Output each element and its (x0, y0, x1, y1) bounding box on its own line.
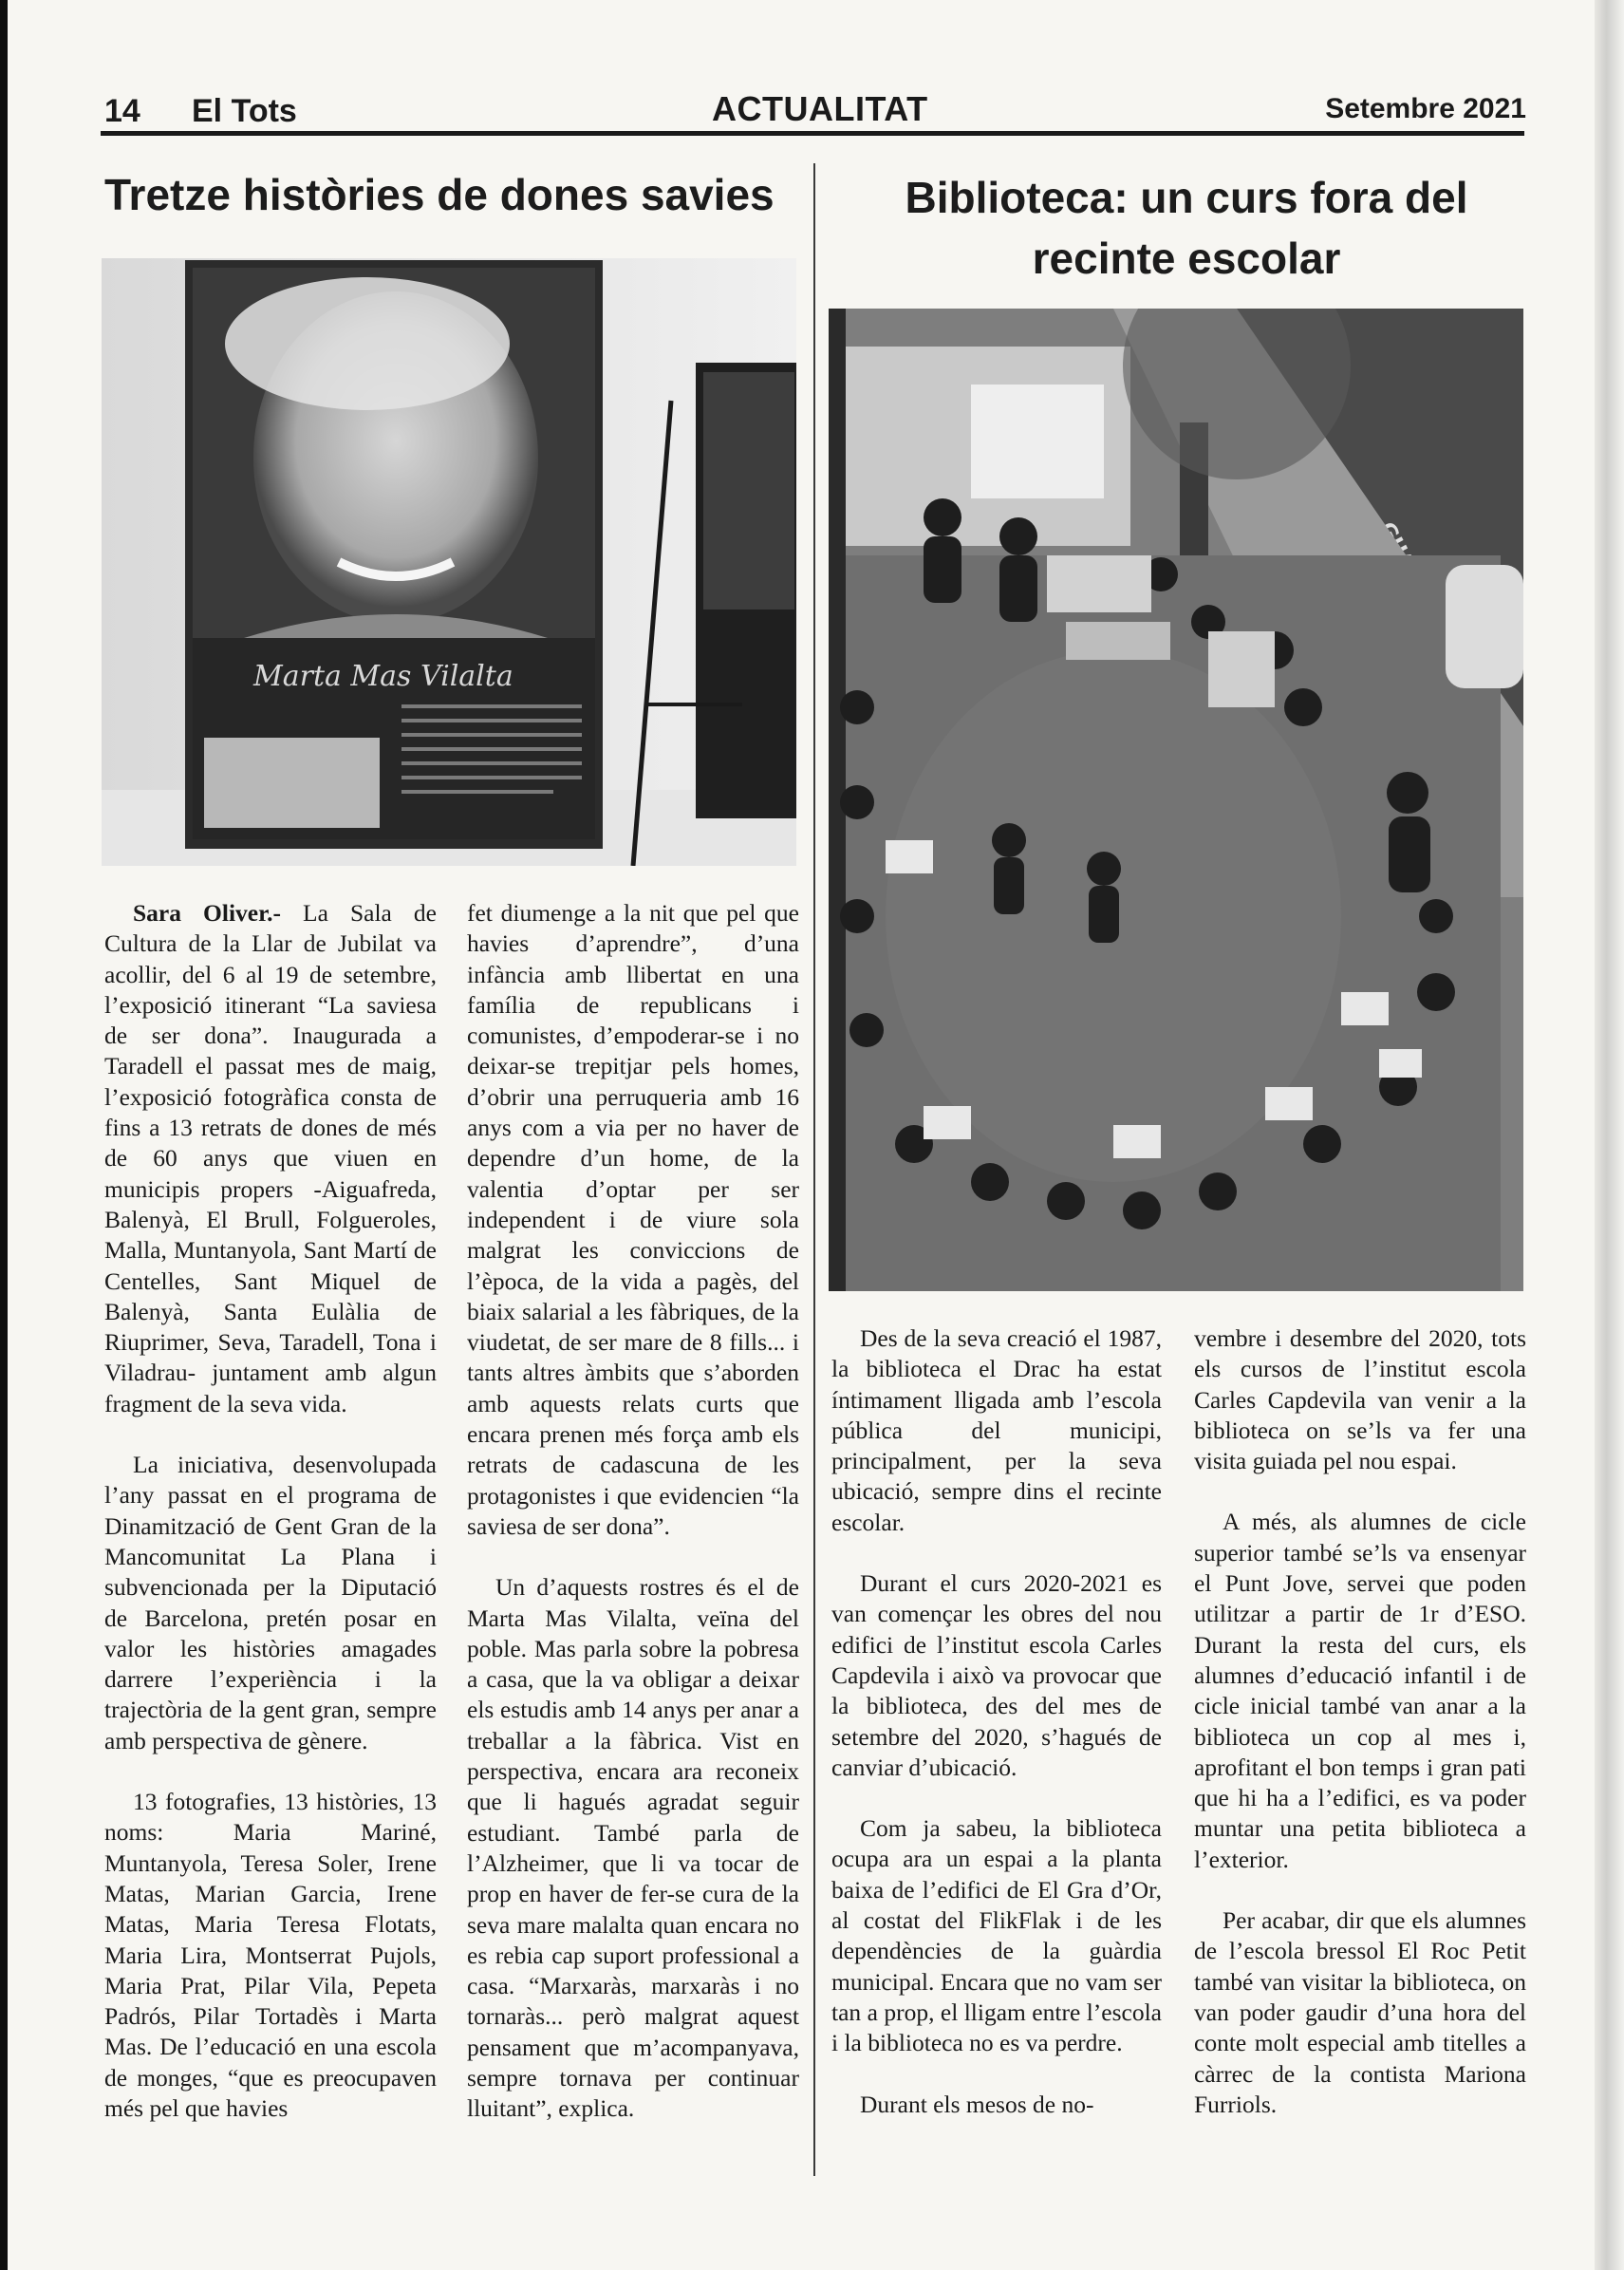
article2-column-2 (1194, 1323, 1526, 2150)
article1-paragraph-3: 13 fotografies, 13 històries, 13 noms: Maria Mariné, Muntanyola, Teresa Soler, Irene Matas, Marian Garcia, Irene Matas, Maria Teresa Flotats, Maria Lira, Montserrat Pujols, Maria Prat, Pilar Vila, Pepeta Padrós, Pilar Tortadès i Marta Mas. De l’educació en una escola de monges, “que es preocupaven més pel que havies (104, 1788, 437, 2122)
panel-signature: Marta Mas Vilalta (253, 660, 513, 693)
article-title-library: Biblioteca: un curs fora del recinte escolar (905, 173, 1468, 283)
article2-column-1 (831, 1323, 1162, 2150)
article2-paragraph-2: Durant el curs 2020-2021 es van començar les obres del nou edifici de l’institut escola Carles Capdevila i això va provocar que la biblioteca, des del mes de setembre del 2020, s’hagués de canviar d’ubicació. (831, 1569, 1162, 1781)
article2-paragraph-5: A més, als alumnes de cicle superior també se’ls va ensenyar el Punt Jove, servei que poden utilitzar a partir de 1r d’ESO. Durant la resta del curs, els alumnes d’educació infantil i de cicle inicial també van anar a la biblioteca un cop al mes i, aprofitant el bon temps i gran pati que hi ha a l’edifici, es va poder muntar una petita biblioteca a l’exterior. (1194, 1508, 1526, 1873)
publication-name: El Tots (192, 93, 297, 129)
article2-paragraph-4-continued: vembre i desembre del 2020, tots els cursos de l’institut escola Carles Capdevila van venir a la biblioteca on se’ls va fer una visita guiada pel nou espai. (1194, 1324, 1526, 1475)
article1-column-2 (467, 898, 799, 2155)
article1-paragraph-1: La Sala de Cultura de la Llar de Jubilat va acollir, del 6 al 19 de setembre, l’exposició itinerant “La saviesa de ser dona”. Inaugurada a Taradell el passat mes de maig, l’exposició fotogràfica consta de fins a 13 retrats de dones de més de 60 anys que viuen en municipis propers -Aiguafreda, Balenyà, El Brull, Folgueroles, Malla, Muntanyola, Sant Martí de Centelles, Sant Miquel de Balenyà, Santa Eulàlia de Riuprimer, Seva, Taradell, Tona i Viladrau- juntament amb algun fragment de la seva vida. (104, 899, 437, 1417)
article1-paragraph-3-continued: fet diumenge a la nit que pel que havies d’aprendre”, d’una infància amb llibertat en una família de republicans i comunistes, d’empoderar-se i no deixar-se trepitjar pels homes, d’obrir una perruqueria amb 16 anys com a via per no haver de dependre d’un home, de la valentia d’optar per ser independent i de viure sola malgrat les conviccions de l’època, de la vida a pagès, del biaix salarial a les fàbriques, de la viudetat, de ser mare de 8 fills... i tants altres àmbits que s’aborden amb aquests relats curts que encara prenen més força amb els retrats de cadascuna de les protagonistes i que evidencien “la saviesa de ser dona”. (467, 899, 799, 1540)
article2-paragraph-4: Durant els mesos de no- (860, 2090, 1094, 2118)
article1-paragraph-2: La iniciativa, desenvolupada l’any passat en el programa de Dinamització de Gent Gran de la Mancomunitat La Plana i subvencionada per la Diputació de Barcelona, pretén posar en valor les històries amagades darrere l’experiència i la trajectòria de la gent gran, sempre amb perspectiva de gènere. (104, 1451, 437, 1754)
library-photo-illustration (829, 309, 1523, 1291)
issue-date: Setembre 2021 (1325, 93, 1526, 124)
article-title-exhibition: Tretze històries de dones savies (104, 170, 775, 219)
column-divider (813, 163, 815, 2176)
exhibition-photo (102, 258, 796, 866)
article1-paragraph-4: Un d’aquests rostres és el de Marta Mas Vilalta, veïna del poble. Mas parla sobre la pobresa a casa, que la va obligar a deixar els estudis amb 14 anys per anar a treballar a la fàbrica. Vist en perspectiva, encara ara reconeix que li hagués agradat seguir estudiant. També parla de l’Alzheimer, que li va tocar de prop en haver de fer-se cura de la seva mare malalta quan encara no es rebia cap suport professional a casa. “Marxaràs, marxaràs i no tornaràs... però malgrat aquest pensament que m’acompanyava, sempre tornava per continuar lluitant”, explica. (467, 1573, 799, 2123)
byline: Sara Oliver.- (133, 899, 281, 927)
article2-paragraph-6: Per acabar, dir que els alumnes de l’escola bressol El Roc Petit també van visitar la biblioteca, on van poder gaudir d’una hora del conte molt especial amb titelles a càrrec de la contista Mariona Furriols. (1194, 1906, 1526, 2118)
page-edge (1595, 0, 1624, 2270)
page-header (95, 87, 1526, 135)
page-number: 14 (104, 93, 140, 129)
section-name: ACTUALITAT (712, 89, 928, 128)
library-outdoor-photo (829, 309, 1523, 1291)
header-rule (101, 131, 1524, 136)
article2-paragraph-3: Com ja sabeu, la biblioteca ocupa ara un espai a la planta baixa de l’edifici de El Gra d’Or, al costat del FlikFlak i de les dependències de la guàrdia municipal. Encara que no vam ser tan a prop, el lligam entre l’escola i la biblioteca no es va perdre. (831, 1814, 1162, 2057)
exhibition-photo-illustration (102, 258, 796, 866)
article1-column-1 (104, 898, 437, 2154)
article2-paragraph-1: Des de la seva creació el 1987, la biblioteca el Drac ha estat íntimament lligada amb l’escola pública del municipi, principalment, per la seva ubicació, sempre dins el recinte escolar. (831, 1324, 1162, 1536)
